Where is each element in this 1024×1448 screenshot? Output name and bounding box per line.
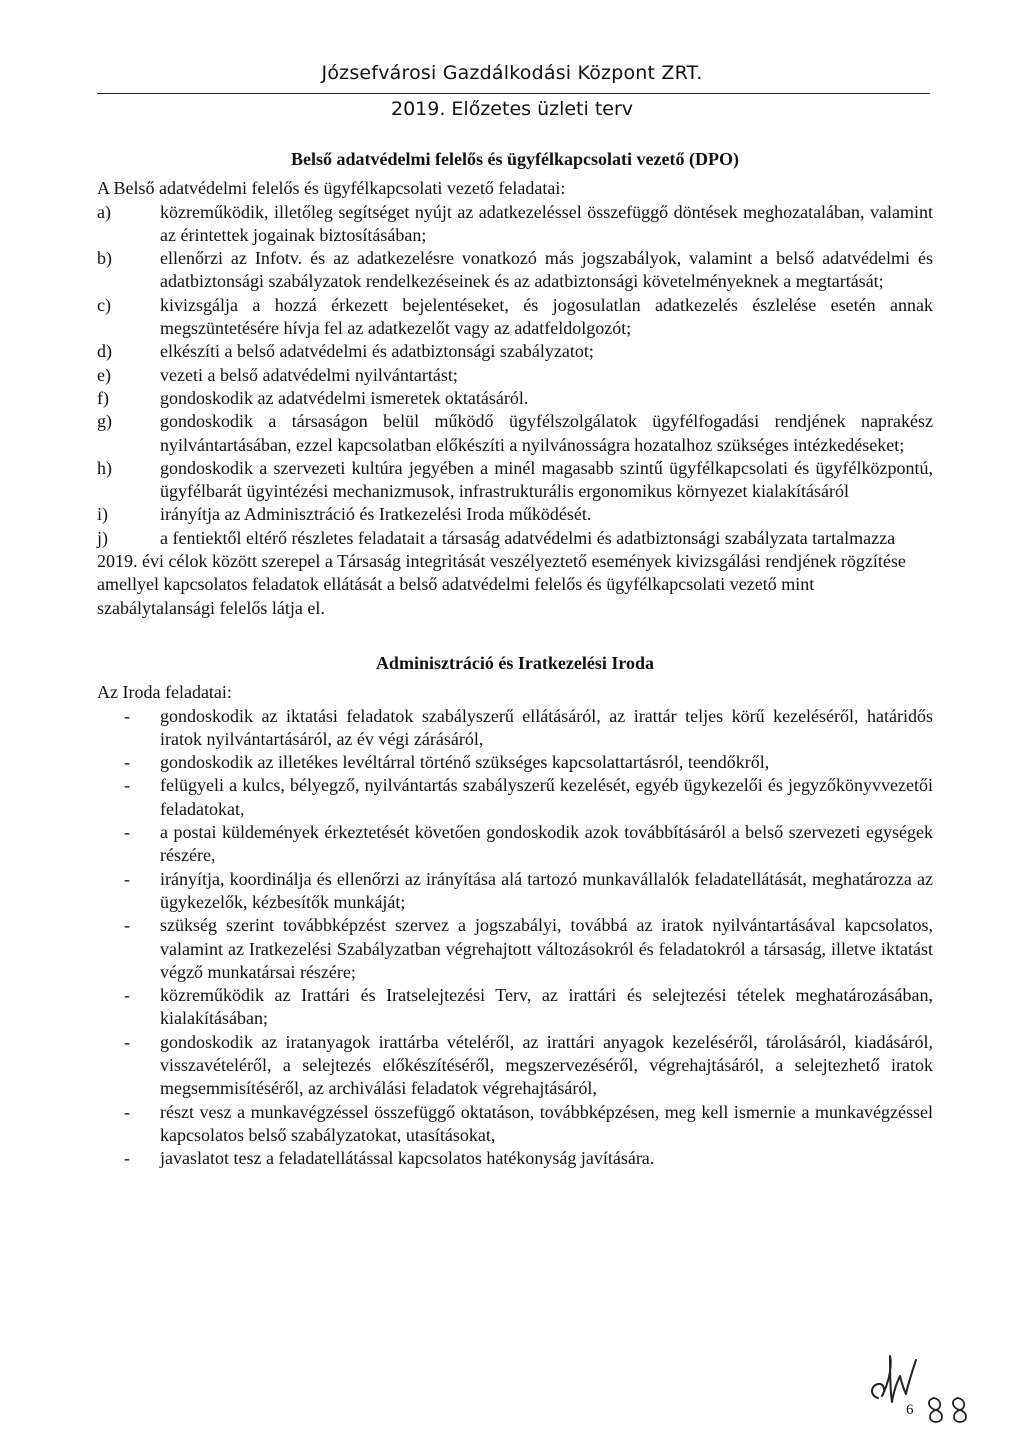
document-header-subtitle: 2019. Előzetes üzleti terv — [390, 98, 634, 120]
dash-bullet: - — [124, 1148, 130, 1169]
list-item-text: irányítja, koordinálja és ellenőrzi az irányítása alá tartozó munkavállalók feladatellátását, meghatározza az ügykezelők, kézbesítők munkáját; — [160, 868, 933, 912]
list-item-text: vezeti a belső adatvédelmi nyilvántartást; — [160, 364, 458, 385]
list-item-text: gondoskodik a társaságon belül működő ügyfélszolgálatok ügyfélfogadási rendjének naprakész nyilvántartásában, ezzel kapcsolatban előkészíti a nyilvánosságra hozatalhoz szükséges intézkedéseket; — [160, 411, 933, 455]
dpo-task-item — [97, 387, 933, 410]
dpo-task-list — [97, 201, 933, 550]
list-marker: a) — [97, 201, 111, 222]
dpo-task-item — [97, 503, 933, 526]
list-item-text: felügyeli a kulcs, bélyegző, nyilvántartás szabályszerű kezelését, egyéb ügykezelői és jegyzőkönyvvezetői feladatokat, — [160, 775, 933, 819]
admin-office-task-item — [97, 914, 933, 984]
list-item-text: ellenőrzi az Infotv. és az adatkezelésre vonatkozó más jogszabályok, valamint a belső adatvédelmi és adatbiztonsági szabályzatok rendelkezéseinek és az adatbiztonsági követelményeknek a megtartását; — [160, 248, 933, 292]
list-item-text: a postai küldemények érkeztetését követően gondoskodik azok továbbításáról a belső szervezeti egységek részére, — [160, 822, 933, 866]
list-marker: f) — [97, 387, 109, 408]
list-item-text: részt vesz a munkavégzéssel összefüggő oktatáson, továbbképzésen, meg kell ismernie a munkavégzéssel kapcsolatos belső szabályzatokat, utasításokat, — [160, 1101, 933, 1145]
admin-office-task-item — [97, 705, 933, 752]
section-title-dpo: Belső adatvédelmi felelős és ügyfélkapcsolati vezető (DPO) — [291, 149, 739, 169]
dash-bullet: - — [124, 822, 130, 843]
dash-bullet: - — [124, 705, 130, 726]
section-closing-paragraph: 2019. évi célok között szerepel a Társaság integritását veszélyeztető események kivizsgálási rendjének rögzítése amellyel kapcsolatos feladatok ellátását a belső adatvédelmi felelős és ügyfélkapcsolati vezető mint szabálytalansági felelős látja el. — [97, 551, 906, 618]
list-item-text: gondoskodik az iratanyagok irattárba vételéről, az irattári anyagok kezeléséről, tárolásáról, kiadásáról, visszavételéről, a selejtezés előkészítéséről, megszervezéséről, végrehajtásáról, a selejtezhető iratok megsemmisítéséről, az archiválási feladatok végrehajtásáról, — [160, 1031, 933, 1099]
list-item-text: szükség szerint továbbképzést szervez a jogszabályi, továbbá az iratok nyilvántartásával kapcsolatos, valamint az Iratkezelési Szabályzatban végrehajtott változásokról és feladatokról a társaság, illetve iktatást végző munkatársai részére; — [160, 915, 933, 982]
admin-office-task-item — [97, 751, 933, 774]
handwritten-page-number — [924, 1394, 984, 1426]
list-marker: e) — [97, 364, 111, 385]
admin-office-task-item — [97, 1101, 933, 1148]
dpo-task-item — [97, 410, 933, 457]
dpo-task-item — [97, 294, 933, 341]
list-item-text: javaslatot tesz a feladatellátással kapcsolatos hatékonyság javítására. — [160, 1148, 655, 1169]
dash-bullet: - — [124, 775, 130, 796]
list-item-text: gondoskodik az adatvédelmi ismeretek oktatásáról. — [160, 387, 529, 408]
list-item-text: gondoskodik az iktatási feladatok szabályszerű ellátásáról, az irattár teljes körű kezeléséről, határidős iratok nyilvántartásáról, az év végi zárásáról, — [160, 705, 933, 749]
list-marker: d) — [97, 341, 112, 362]
list-marker: j) — [97, 527, 108, 548]
dash-bullet: - — [124, 915, 130, 936]
dpo-task-item — [97, 364, 933, 387]
admin-office-task-item — [97, 774, 933, 821]
document-header-organization: Józsefvárosi Gazdálkodási Központ ZRT. — [321, 62, 703, 84]
dpo-task-item — [97, 247, 933, 294]
handwritten-signature — [860, 1350, 930, 1420]
header-divider — [97, 93, 930, 94]
dpo-task-item — [97, 457, 933, 504]
dash-bullet: - — [124, 1031, 130, 1052]
dash-bullet: - — [124, 752, 130, 773]
list-item-text: közreműködik az Irattári és Iratselejtezési Terv, az irattári és selejtezési tételek meghatározásában, kialakításában; — [160, 985, 933, 1029]
list-item-text: elkészíti a belső adatvédelmi és adatbiztonsági szabályzatot; — [160, 341, 594, 362]
list-item-text: a fentiektől eltérő részletes feladatait a társaság adatvédelmi és adatbiztonsági szabályzata tartalmazza — [160, 527, 896, 548]
dpo-task-item — [97, 527, 933, 550]
admin-office-task-item — [97, 868, 933, 915]
admin-office-task-list — [97, 705, 933, 1171]
list-marker: c) — [97, 294, 111, 315]
document-body — [97, 148, 933, 1170]
list-marker: i) — [97, 504, 108, 525]
dpo-task-item — [97, 201, 933, 248]
admin-office-task-item — [97, 1031, 933, 1101]
list-marker: b) — [97, 248, 112, 269]
section-intro-admin-office: Az Iroda feladatai: — [97, 682, 232, 703]
admin-office-task-item — [97, 984, 933, 1031]
dash-bullet: - — [124, 985, 130, 1006]
page-number: 6 — [906, 1402, 914, 1418]
section-title-admin-office: Adminisztráció és Iratkezelési Iroda — [375, 652, 655, 673]
section-intro-dpo: A Belső adatvédelmi felelős és ügyfélkapcsolati vezető feladatai: — [97, 178, 566, 199]
admin-office-task-item — [97, 1147, 933, 1170]
list-item-text: kivizsgálja a hozzá érkezett bejelentéseket, és jogosulatlan adatkezelés észlelése esetén annak megszüntetésére hívja fel az adatkezelőt vagy az adatfeldolgozót; — [160, 294, 933, 339]
list-item-text: gondoskodik az illetékes levéltárral történő szükséges kapcsolattartásról, teendőkről, — [160, 752, 770, 773]
list-item-text: irányítja az Adminisztráció és Iratkezelési Iroda működését. — [160, 504, 592, 525]
admin-office-task-item — [97, 821, 933, 868]
dpo-task-item — [97, 340, 933, 363]
list-item-text: gondoskodik a szervezeti kultúra jegyében a minél magasabb szintű ügyfélkapcsolati és ügyfélközpontú, ügyfélbarát ügyintézési mechanizmusok, infrastrukturális ergonomikus környezet kialakításáról — [160, 457, 933, 502]
list-marker: h) — [97, 457, 112, 478]
dash-bullet: - — [124, 1101, 130, 1122]
list-item-text: közreműködik, illetőleg segítséget nyújt az adatkezeléssel összefüggő döntések meghozatalában, valamint az érintettek jogainak biztosításában; — [160, 201, 933, 245]
dash-bullet: - — [124, 868, 130, 889]
list-marker: g) — [97, 411, 112, 432]
